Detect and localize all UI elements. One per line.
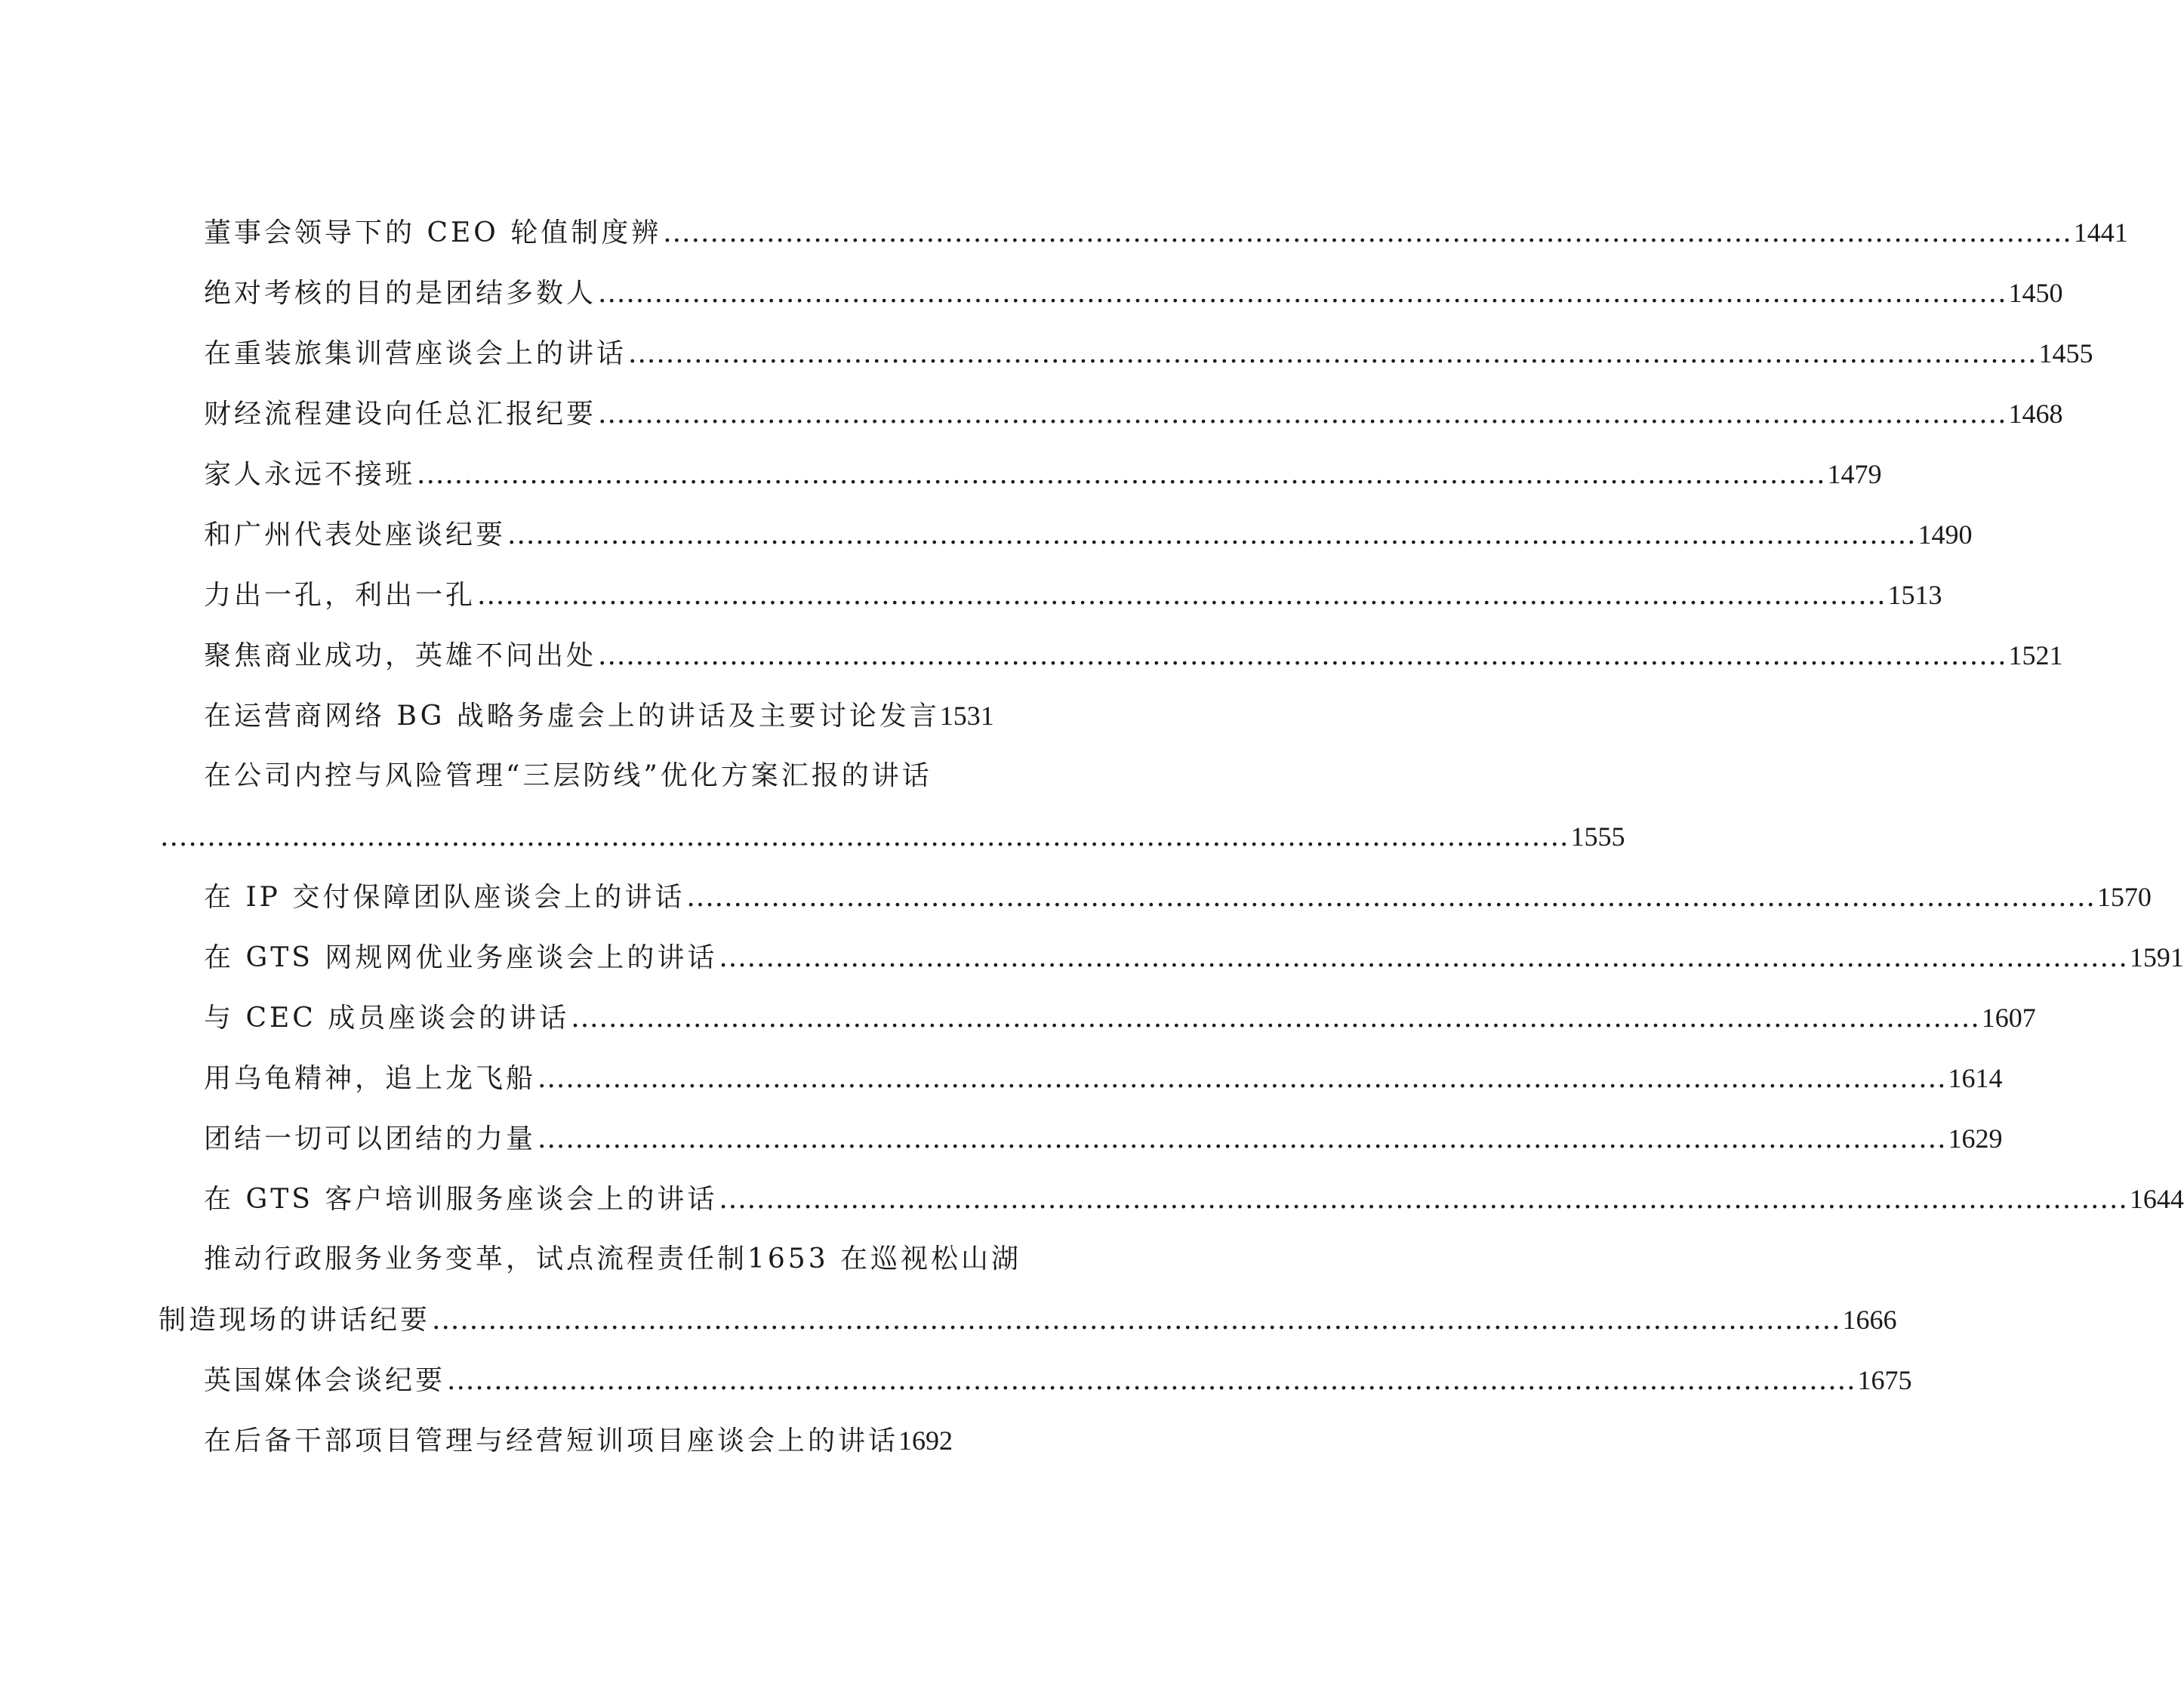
toc-entry	[162, 746, 1053, 806]
toc-leader-dots: ......................................................................................................................................................	[686, 882, 2096, 913]
toc-entry	[162, 263, 2063, 323]
toc-entry-page: 1441	[2073, 217, 2128, 248]
toc-entry-title: 与 CEC 成员座谈会的讲话	[204, 1003, 570, 1034]
toc-entry-title: 绝对考核的目的是团结多数人	[204, 278, 597, 309]
toc-entry-page: 1607	[1981, 1003, 2036, 1033]
toc-entry	[162, 1229, 1053, 1290]
toc-leader-dots: ......................................................................................................................................................	[719, 1184, 2128, 1215]
toc-entry-page: 1591	[2129, 942, 2184, 972]
toc-leader-dots: ......................................................................................................................................................	[571, 1003, 1980, 1034]
toc-entry-page: 1450	[2008, 278, 2063, 308]
toc-leader-dots: ......................................................................................................................................................	[538, 1123, 1947, 1154]
toc-entry	[162, 1048, 2003, 1108]
toc-entry-title: 在 IP 交付保障团队座谈会上的讲话	[204, 882, 685, 913]
toc-entry-page: 1468	[2008, 399, 2063, 429]
toc-leader-dots: ......................................................................................................................................................	[447, 1365, 1856, 1396]
toc-leader-dots: ......................................................................................................................................................	[507, 519, 1917, 550]
toc-entry-title: 在公司内控与风险管理“三层防线”优化方案汇报的讲话	[204, 760, 932, 791]
toc-entry	[162, 323, 2093, 384]
toc-entry	[162, 444, 1882, 504]
toc-entry-continuation	[159, 806, 1625, 867]
toc-entry-page: 1555	[1570, 821, 1625, 852]
toc-entry	[162, 686, 1053, 746]
toc-leader-dots: ......................................................................................................................................................	[477, 580, 1887, 611]
toc-entry	[162, 927, 2184, 988]
toc-entry-title: 董事会领导下的 CEO 轮值制度辨	[204, 217, 662, 248]
toc-entry-page: 1570	[2096, 882, 2152, 912]
toc-leader-dots: ......................................................................................................................................................	[719, 942, 2128, 973]
toc-entry-title: 用乌龟精神，追上龙飞船	[204, 1063, 537, 1094]
toc-leader-dots: ......................................................................................................................................................	[663, 217, 2072, 248]
toc-entry-page: 1479	[1827, 459, 1882, 489]
toc-entry-title: 和广州代表处座谈纪要	[204, 519, 507, 550]
toc-entry	[162, 504, 1973, 565]
toc-entry	[162, 1350, 1912, 1410]
toc-entry-title: 在 GTS 客户培训服务座谈会上的讲话	[204, 1184, 718, 1215]
toc-entry-title: 在 GTS 网规网优业务座谈会上的讲话	[204, 942, 718, 973]
toc-entry	[162, 625, 2063, 686]
toc-entry-title: 团结一切可以团结的力量	[204, 1123, 537, 1154]
toc-entry-page: 1614	[1948, 1063, 2003, 1093]
toc-entry-page: 1692	[898, 1425, 953, 1456]
toc-leader-dots: ......................................................................................................................................................	[417, 459, 1826, 490]
toc-entry-continuation	[159, 1290, 1897, 1350]
toc-leader-dots: ......................................................................................................................................................	[160, 821, 1569, 852]
toc-entry-title: 在重装旅集训营座谈会上的讲话	[204, 338, 627, 369]
toc-entry-title: 推动行政服务业务变革，试点流程责任制1653 在巡视松山湖	[204, 1244, 1022, 1274]
toc-entry	[162, 1169, 2184, 1229]
table-of-contents	[159, 202, 2184, 1471]
toc-entry	[162, 202, 2128, 263]
toc-entry-title: 家人永远不接班	[204, 459, 416, 490]
toc-entry	[162, 988, 2036, 1048]
toc-entry	[162, 1410, 1053, 1471]
toc-entry-title: 财经流程建设向任总汇报纪要	[204, 399, 597, 430]
toc-leader-dots: ......................................................................................................................................................	[598, 399, 2007, 430]
toc-entry-page: 1521	[2008, 640, 2063, 670]
toc-entry	[162, 1108, 2003, 1169]
toc-entry-page: 1675	[1857, 1365, 1912, 1395]
toc-entry-page: 1666	[1842, 1305, 1897, 1335]
toc-entry-page: 1455	[2038, 338, 2093, 368]
toc-leader-dots: ......................................................................................................................................................	[432, 1305, 1841, 1336]
toc-leader-dots: ......................................................................................................................................................	[598, 278, 2007, 309]
toc-entry-title: 在运营商网络 BG 战略务虚会上的讲话及主要讨论发言	[204, 701, 940, 732]
toc-entry-page: 1513	[1887, 580, 1942, 610]
toc-entry-title: 在后备干部项目管理与经营短训项目座谈会上的讲话	[204, 1425, 899, 1456]
toc-entry-title-continuation: 制造现场的讲话纪要	[159, 1305, 431, 1336]
toc-leader-dots: ......................................................................................................................................................	[628, 338, 2038, 369]
toc-entry	[162, 384, 2063, 444]
toc-leader-dots: ......................................................................................................................................................	[598, 640, 2007, 671]
toc-leader-dots: ......................................................................................................................................................	[538, 1063, 1947, 1094]
toc-entry-page: 1629	[1948, 1123, 2003, 1154]
toc-entry	[162, 565, 1942, 625]
toc-entry-page: 1531	[939, 701, 994, 731]
toc-entry-title: 聚焦商业成功，英雄不问出处	[204, 640, 597, 671]
toc-entry-title: 英国媒体会谈纪要	[204, 1365, 446, 1396]
toc-entry-page: 1490	[1918, 519, 1973, 550]
toc-entry	[162, 867, 2152, 927]
toc-entry-title: 力出一孔，利出一孔	[204, 580, 476, 611]
toc-entry-page: 1644	[2129, 1184, 2184, 1214]
